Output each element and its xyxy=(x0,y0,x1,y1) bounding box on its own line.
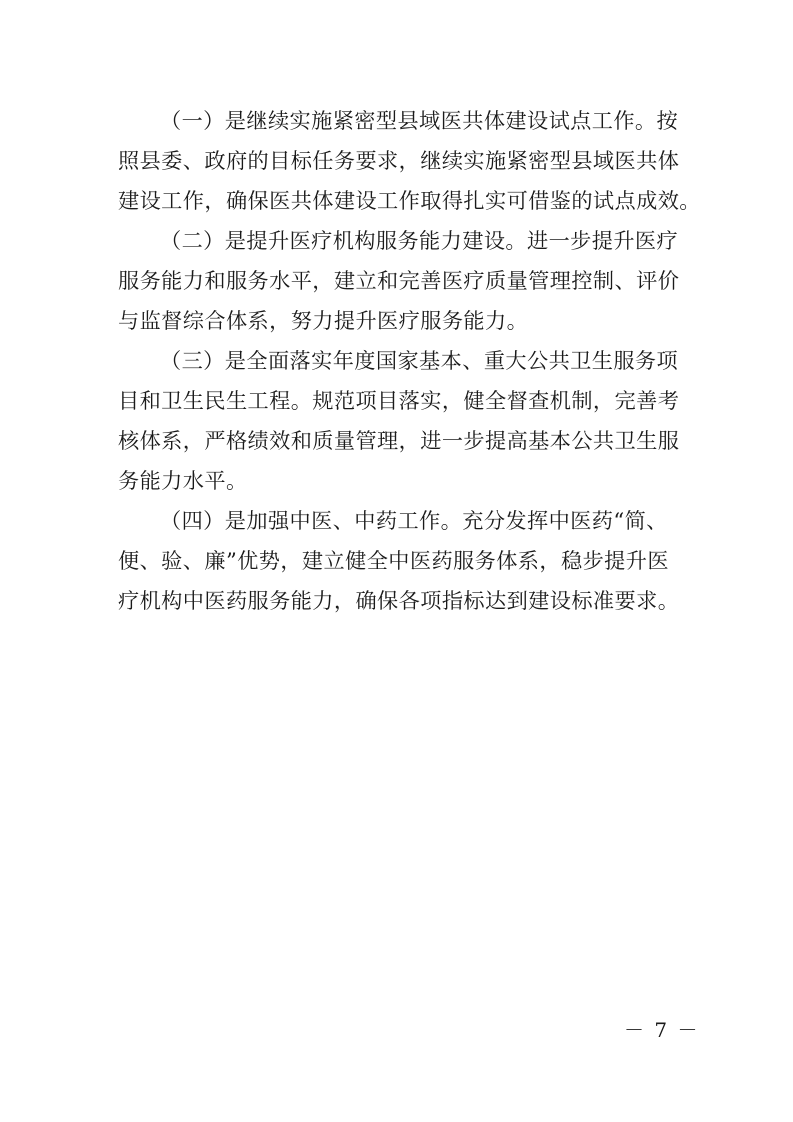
paragraph-4-line-2: 便、验、廉”优势，建立健全中医药服务体系，稳步提升医 xyxy=(118,548,669,573)
paragraph-2-line-2: 服务能力和服务水平，建立和完善医疗质量管理控制、评价 xyxy=(118,268,680,293)
paragraph-3-line-2: 目和卫生民生工程。规范项目落实，健全督查机制，完善考 xyxy=(118,388,680,413)
paragraph-3-line-4: 务能力水平。 xyxy=(118,468,248,493)
paragraph-2-line-1: （二）是提升医疗机构服务能力建设。进一步提升医疗 xyxy=(160,228,679,253)
paragraph-1-line-1: （一）是继续实施紧密型县域医共体建设试点工作。按 xyxy=(160,108,679,133)
paragraph-4-line-1: （四）是加强中医、中药工作。充分发挥中医药“简、 xyxy=(160,508,668,533)
paragraph-3-line-3: 核体系，严格绩效和质量管理，进一步提高基本公共卫生服 xyxy=(118,428,680,453)
page-number: － 7 － xyxy=(624,1018,700,1042)
paragraph-1-line-3: 建设工作，确保医共体建设工作取得扎实可借鉴的试点成效。 xyxy=(118,188,701,213)
paragraph-3-line-1: （三）是全面落实年度国家基本、重大公共卫生服务项 xyxy=(160,348,679,373)
paragraph-2-line-3: 与监督综合体系，努力提升医疗服务能力。 xyxy=(118,308,529,333)
paragraph-1-line-2: 照县委、政府的目标任务要求，继续实施紧密型县域医共体 xyxy=(118,148,680,173)
paragraph-4-line-3: 疗机构中医药服务能力，确保各项指标达到建设标准要求。 xyxy=(118,588,680,613)
